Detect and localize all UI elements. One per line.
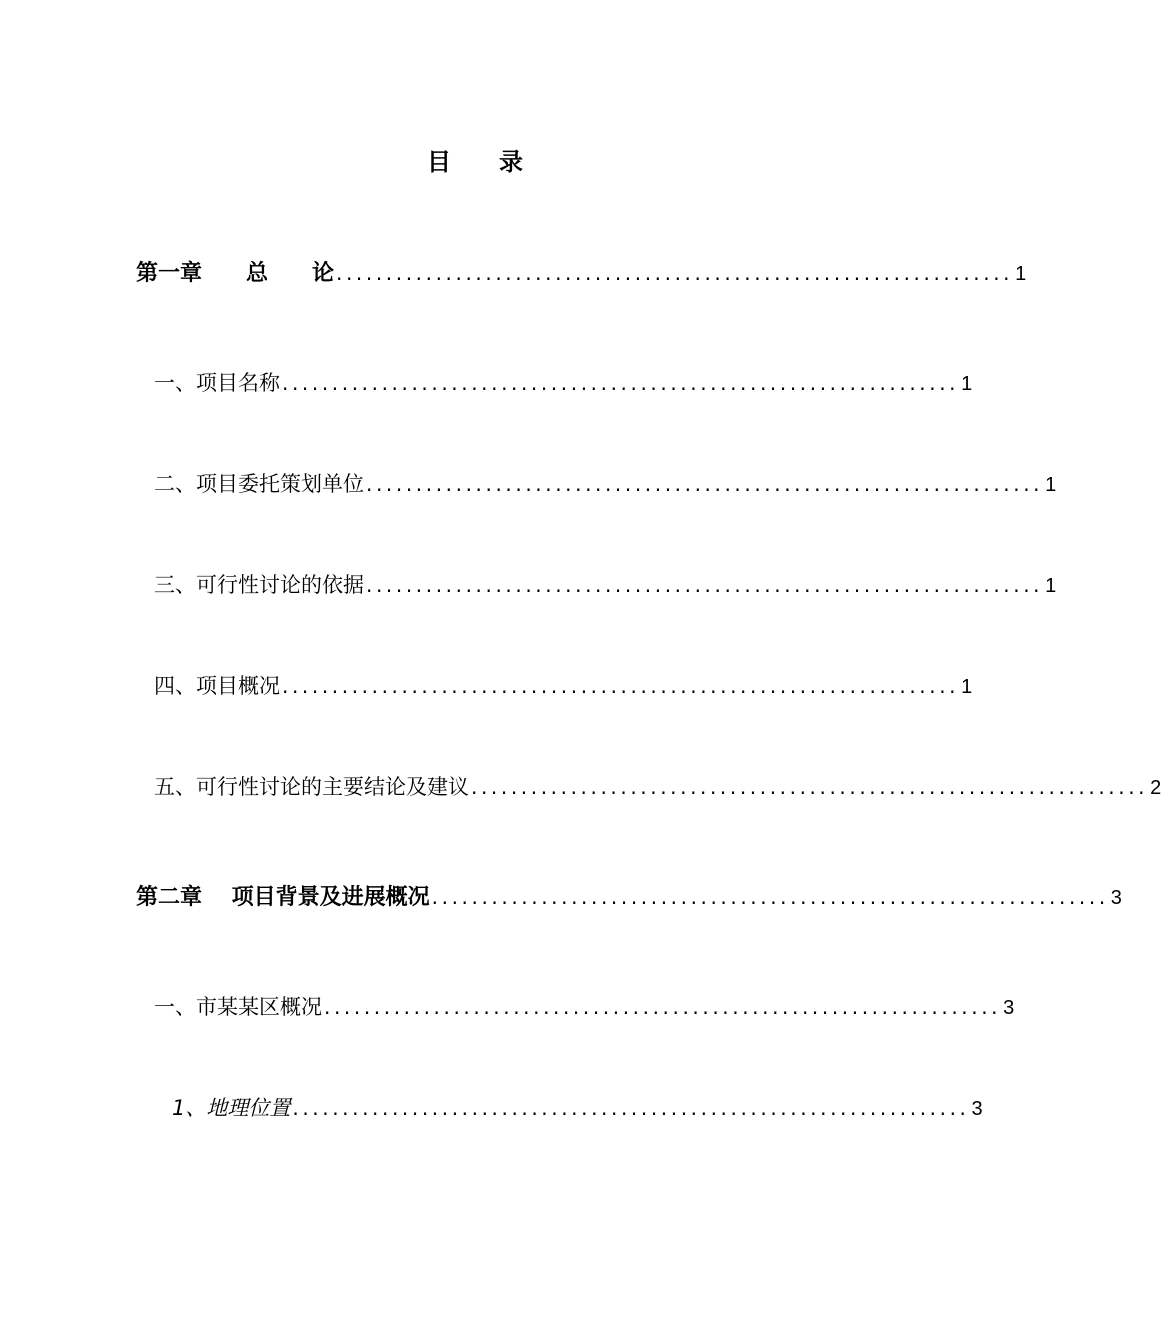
toc-entry-chapter-2[interactable] <box>136 877 1122 917</box>
toc-page-number: 2 <box>1150 777 1161 799</box>
toc-title: 目录 <box>427 148 571 176</box>
toc-entry-label: 三、可行性讨论的依据 <box>154 573 364 597</box>
toc-page-number: 1 <box>1045 575 1057 597</box>
toc-entry-label: 第一章 总 论 <box>136 261 335 286</box>
toc-page-number: 3 <box>1110 887 1122 909</box>
toc-page-number: 1 <box>961 676 973 698</box>
toc-leader-dots: .................................................................... <box>282 371 960 395</box>
toc-entry-label: 二、项目委托策划单位 <box>154 472 364 496</box>
toc-leader-dots: .................................................................... <box>366 472 1044 496</box>
toc-entry-section[interactable] <box>154 565 1057 605</box>
toc-entry-section[interactable] <box>154 767 1161 807</box>
toc-page-number: 1 <box>961 373 973 395</box>
toc-entry-section[interactable] <box>154 363 973 403</box>
toc-page-number: 3 <box>1003 997 1015 1019</box>
toc-leader-dots: .................................................................... <box>366 573 1044 597</box>
toc-entry-label: 第二章 项目背景及进展概况 <box>136 885 430 910</box>
toc-leader-dots: .................................................................... <box>324 995 1002 1019</box>
toc-entry-section[interactable] <box>154 666 973 706</box>
toc-leader-dots: .................................................................... <box>292 1096 970 1120</box>
toc-leader-dots: .................................................................... <box>471 775 1149 799</box>
toc-page-number: 3 <box>971 1098 983 1120</box>
toc-entry-label: 一、市某某区概况 <box>154 995 322 1019</box>
toc-page-number: 1 <box>1015 263 1027 285</box>
toc-entry-label: 一、项目名称 <box>154 371 280 395</box>
toc-entry-section[interactable] <box>154 464 1057 504</box>
toc-leader-dots: .................................................................... <box>431 885 1109 909</box>
toc-entry-label: 四、项目概况 <box>154 674 280 698</box>
toc-leader-dots: .................................................................... <box>336 261 1014 285</box>
toc-entry-section[interactable] <box>154 987 1015 1027</box>
toc-entry-label: 1、地理位置 <box>172 1096 291 1120</box>
toc-entry-label: 五、可行性讨论的主要结论及建议 <box>154 775 469 799</box>
toc-entry-subsection[interactable] <box>172 1088 983 1128</box>
toc-page-number: 1 <box>1045 474 1057 496</box>
toc-entry-chapter-1[interactable] <box>136 253 1027 293</box>
toc-leader-dots: .................................................................... <box>282 674 960 698</box>
